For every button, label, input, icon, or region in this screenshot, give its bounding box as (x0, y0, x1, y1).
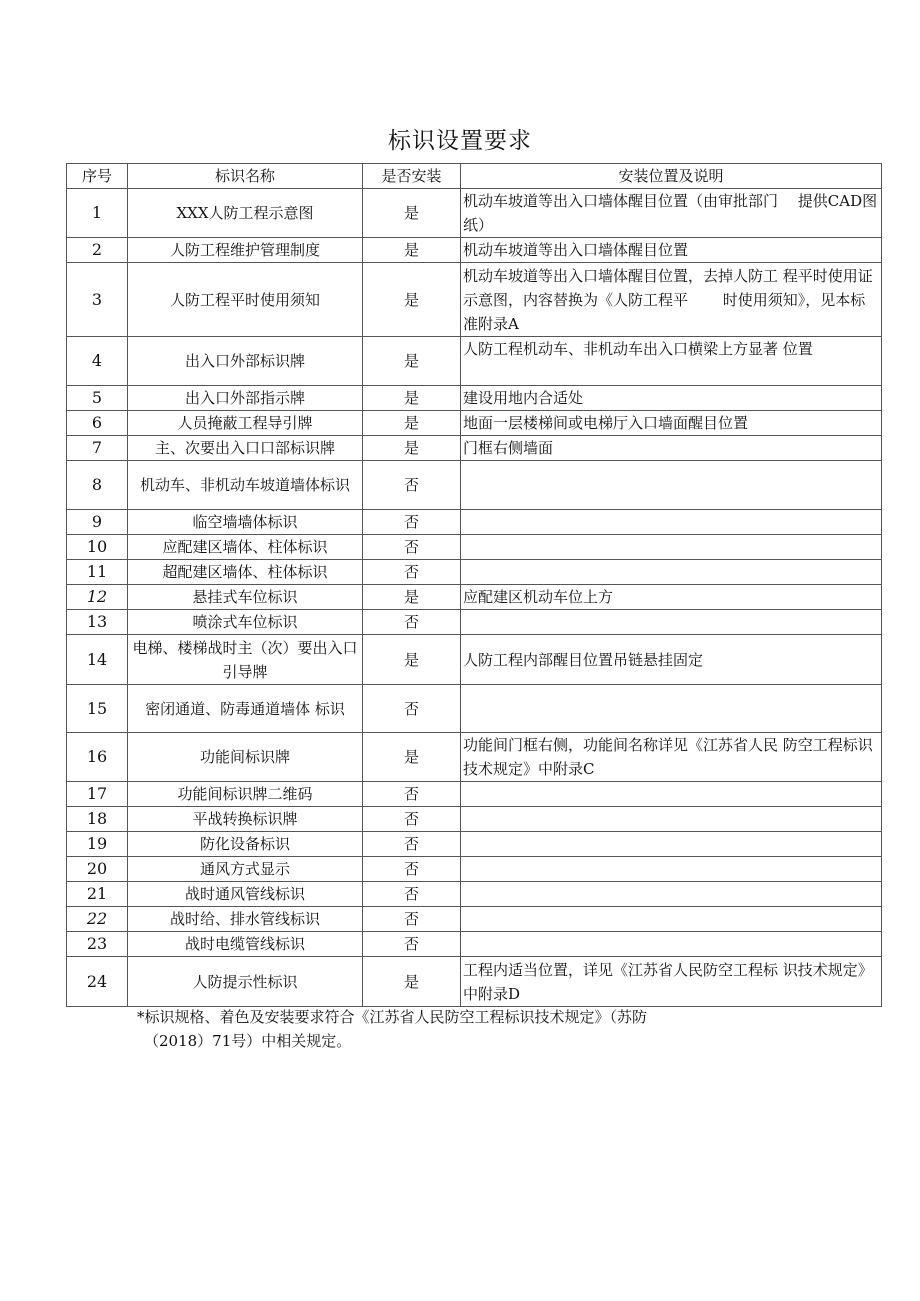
install-flag: 否 (363, 932, 461, 957)
table-row (67, 585, 882, 610)
row-number: 10 (67, 535, 128, 560)
sign-name: 平战转换标识牌 (128, 807, 363, 832)
sign-name: 人防提示性标识 (128, 957, 363, 1007)
install-description (461, 610, 882, 635)
row-number: 1 (67, 189, 128, 238)
install-flag: 是 (363, 189, 461, 238)
install-description (461, 782, 882, 807)
install-description: 人防工程机动车、非机动车出入口横梁上方显著 位置 (461, 337, 882, 386)
sign-name: 通风方式显示 (128, 857, 363, 882)
sign-name: 出入口外部指示牌 (128, 386, 363, 411)
sign-name: XXX人防工程示意图 (128, 189, 363, 238)
install-description: 门框右侧墙面 (461, 436, 882, 461)
sign-name: 主、次要出入口口部标识牌 (128, 436, 363, 461)
install-flag: 否 (363, 832, 461, 857)
row-number: 19 (67, 832, 128, 857)
sign-name: 功能间标识牌 (128, 733, 363, 782)
install-flag: 否 (363, 807, 461, 832)
install-description: 应配建区机动车位上方 (461, 585, 882, 610)
row-number: 21 (67, 882, 128, 907)
sign-name: 人防工程平时使用须知 (128, 263, 363, 337)
install-description (461, 685, 882, 733)
install-description (461, 832, 882, 857)
row-number: 17 (67, 782, 128, 807)
install-description (461, 535, 882, 560)
table-row (67, 907, 882, 932)
install-description (461, 857, 882, 882)
install-description (461, 932, 882, 957)
row-number: 24 (67, 957, 128, 1007)
sign-name: 功能间标识牌二维码 (128, 782, 363, 807)
install-flag: 否 (363, 857, 461, 882)
table-row (67, 882, 882, 907)
row-number: 23 (67, 932, 128, 957)
install-description: 建设用地内合适处 (461, 386, 882, 411)
footnote-line-2: （2018）71号）中相关规定。 (144, 1032, 352, 1050)
row-number: 20 (67, 857, 128, 882)
table-row (67, 932, 882, 957)
row-number: 16 (67, 733, 128, 782)
sign-name: 电梯、楼梯战时主（次）要出入口引导牌 (128, 635, 363, 685)
sign-name: 临空墙墙体标识 (128, 510, 363, 535)
table-row (67, 535, 882, 560)
install-flag: 否 (363, 907, 461, 932)
header-name: 标识名称 (128, 164, 363, 189)
install-flag: 是 (363, 386, 461, 411)
row-number: 8 (67, 461, 128, 510)
row-number: 18 (67, 807, 128, 832)
install-flag: 是 (363, 238, 461, 263)
sign-name: 超配建区墙体、柱体标识 (128, 560, 363, 585)
table-row (67, 733, 882, 782)
sign-name: 人防工程维护管理制度 (128, 238, 363, 263)
row-number: 3 (67, 263, 128, 337)
install-description (461, 907, 882, 932)
install-description (461, 461, 882, 510)
install-description: 地面一层楼梯间或电梯厅入口墙面醒目位置 (461, 411, 882, 436)
table-row (67, 510, 882, 535)
install-description: 人防工程内部醒目位置吊链悬挂固定 (461, 635, 882, 685)
row-number: 6 (67, 411, 128, 436)
install-flag: 是 (363, 957, 461, 1007)
row-number: 5 (67, 386, 128, 411)
install-flag: 否 (363, 882, 461, 907)
install-description: 功能间门框右侧，功能间名称详见《江苏省人民 防空工程标识技术规定》中附录C (461, 733, 882, 782)
sign-name: 应配建区墙体、柱体标识 (128, 535, 363, 560)
install-flag: 否 (363, 560, 461, 585)
table-row (67, 189, 882, 238)
install-flag: 是 (363, 585, 461, 610)
install-flag: 是 (363, 337, 461, 386)
table-row (67, 832, 882, 857)
table-row (67, 957, 882, 1007)
table-row (67, 782, 882, 807)
install-flag: 是 (363, 436, 461, 461)
install-flag: 是 (363, 411, 461, 436)
row-number: 4 (67, 337, 128, 386)
table-row (67, 635, 882, 685)
install-flag: 是 (363, 733, 461, 782)
header-no: 序号 (67, 164, 128, 189)
table-row (67, 238, 882, 263)
install-flag: 是 (363, 635, 461, 685)
table-row (67, 807, 882, 832)
sign-name: 人员掩蔽工程导引牌 (128, 411, 363, 436)
page-title: 标识设置要求 (388, 128, 532, 154)
install-description: 机动车坡道等出入口墙体醒目位置，去掉人防工 程平时使用证示意图，内容替换为《人防工程平 时使用须知》，见本标准附录A (461, 263, 882, 337)
row-number: 13 (67, 610, 128, 635)
requirements-table (66, 163, 882, 1007)
table-row (67, 386, 882, 411)
install-description: 机动车坡道等出入口墙体醒目位置（由审批部门 提供CAD图纸） (461, 189, 882, 238)
table-row (67, 610, 882, 635)
install-flag: 否 (363, 782, 461, 807)
sign-name: 战时电缆管线标识 (128, 932, 363, 957)
install-flag: 否 (363, 535, 461, 560)
install-flag: 否 (363, 510, 461, 535)
row-number: 7 (67, 436, 128, 461)
install-description (461, 510, 882, 535)
row-number: 15 (67, 685, 128, 733)
table-row (67, 411, 882, 436)
sign-name: 密闭通道、防毒通道墙体 标识 (128, 685, 363, 733)
table-row (67, 857, 882, 882)
footnote (137, 1005, 777, 1053)
install-description: 工程内适当位置，详见《江苏省人民防空工程标 识技术规定》中附录D (461, 957, 882, 1007)
sign-name: 防化设备标识 (128, 832, 363, 857)
install-flag: 否 (363, 685, 461, 733)
table-row (67, 461, 882, 510)
install-flag: 是 (363, 263, 461, 337)
table-row (67, 560, 882, 585)
sign-name: 战时通风管线标识 (128, 882, 363, 907)
install-description (461, 560, 882, 585)
install-description: 机动车坡道等出入口墙体醒目位置 (461, 238, 882, 263)
header-install: 是否安装 (363, 164, 461, 189)
row-number: 22 (67, 907, 128, 932)
row-number: 2 (67, 238, 128, 263)
table-row (67, 263, 882, 337)
table-header-row (67, 164, 882, 189)
table-row (67, 337, 882, 386)
footnote-line-1: *标识规格、着色及安装要求符合《江苏省人民防空工程标识技术规定》（苏防 (137, 1008, 648, 1026)
install-flag: 否 (363, 610, 461, 635)
row-number: 11 (67, 560, 128, 585)
sign-name: 机动车、非机动车坡道墙体标识 (128, 461, 363, 510)
table-row (67, 685, 882, 733)
sign-name: 出入口外部标识牌 (128, 337, 363, 386)
row-number: 14 (67, 635, 128, 685)
row-number: 12 (67, 585, 128, 610)
sign-name: 战时给、排水管线标识 (128, 907, 363, 932)
row-number: 9 (67, 510, 128, 535)
sign-name: 悬挂式车位标识 (128, 585, 363, 610)
install-description (461, 882, 882, 907)
header-description: 安装位置及说明 (461, 164, 882, 189)
table-row (67, 436, 882, 461)
install-flag: 否 (363, 461, 461, 510)
install-description (461, 807, 882, 832)
sign-name: 喷涂式车位标识 (128, 610, 363, 635)
